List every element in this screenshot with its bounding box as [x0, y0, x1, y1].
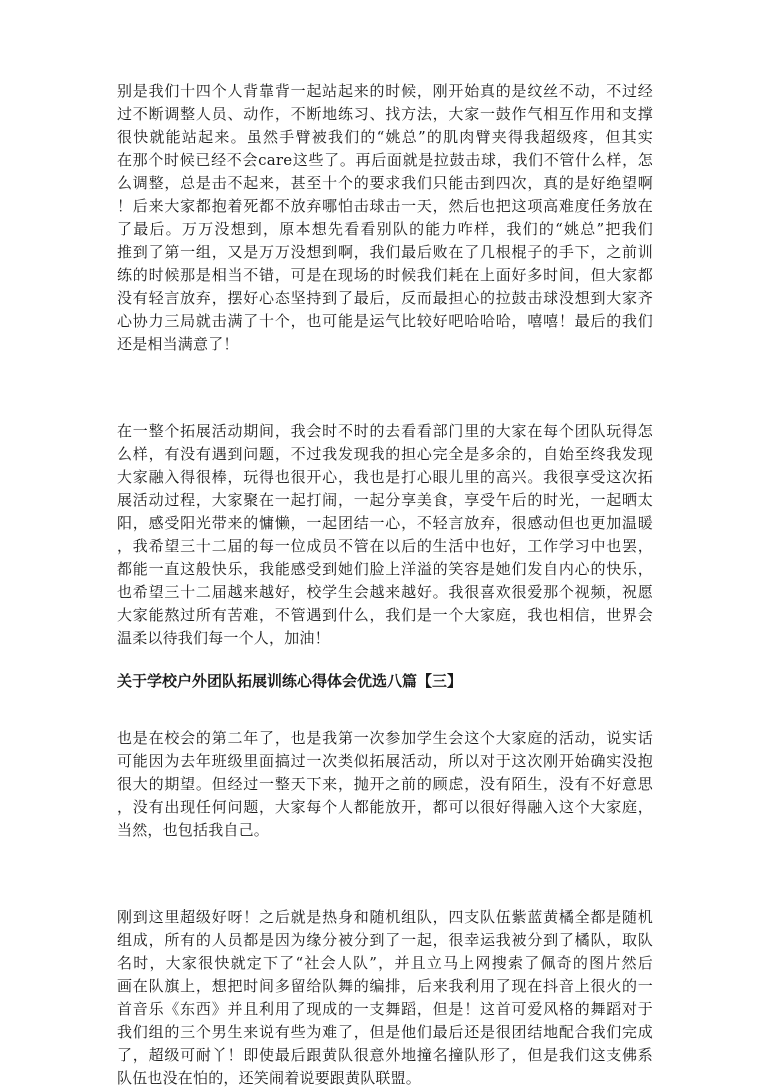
- paragraph-3: [117, 727, 653, 842]
- text-line: 心协力三局就击满了十个，也可能是运气比较好吧哈哈哈，嘻嘻！最后的我们: [117, 312, 653, 330]
- text-line: 过不断调整人员、动作，不断地练习、找方法，大家一鼓作气相互作用和支撑: [117, 105, 653, 123]
- text-line: 别是我们十四个人背靠背一起站起来的时候，刚开始真的是纹丝不动，不过经: [117, 82, 653, 100]
- text-line: 很快就能站起来。虽然手臂被我们的“姚总”的肌肉臂夹得我超级疼，但其实: [117, 128, 653, 146]
- text-line: 也希望三十二届越来越好，校学生会越来越好。我很喜欢很爱那个视频，祝愿: [117, 583, 653, 601]
- text-line: ，没有出现任何问题，大家每个人都能放开，都可以很好得融入这个大家庭，: [117, 798, 653, 816]
- text-line: 画在队旗上，想把时间多留给队舞的编排，后来我利用了现在抖音上很火的一: [117, 977, 653, 995]
- text-line: 也是在校会的第二年了，也是我第一次参加学生会这个大家庭的活动，说实话: [117, 729, 653, 747]
- text-line: 都能一直这般快乐，我能感受到她们脸上洋溢的笑容是她们发自内心的快乐，: [117, 560, 653, 578]
- text-line: ！后来大家都抱着死都不放弃哪怕击球击一天，然后也把这项高难度任务放在: [117, 197, 653, 215]
- text-line: 温柔以待我们每一个人，加油！: [117, 629, 330, 647]
- text-line: 没有轻言放弃，摆好心态坚持到了最后，反而最担心的拉鼓击球没想到大家齐: [117, 289, 653, 307]
- section-heading: 关于学校户外团队拓展训练心得体会优选八篇【三】: [117, 672, 463, 690]
- text-line: 名时，大家很快就定下了“社会人队”，并且立马上网搜索了佩奇的图片然后: [117, 954, 653, 972]
- text-line: ，我希望三十二届的每一位成员不管在以后的生活中也好，工作学习中也罢，: [117, 537, 653, 555]
- paragraph-4: [117, 906, 653, 1090]
- text-line: 在那个时候已经不会care这些了。再后面就是拉鼓击球，我们不管什么样，怎: [117, 151, 653, 169]
- text-line: 刚到这里超级好呀！之后就是热身和随机组队，四支队伍紫蓝黄橘全都是随机: [117, 908, 653, 926]
- text-line: 练的时候那是相当不错，可是在现场的时候我们耗在上面好多时间，但大家都: [117, 266, 653, 284]
- paragraph-1: [117, 80, 653, 356]
- text-line: 很大的期望。但经过一整天下来，抛开之前的顾虑，没有陌生，没有不好意思: [117, 775, 653, 793]
- text-line: 大家融入得很棒，玩得也很开心，我也是打心眼儿里的高兴。我很享受这次拓: [117, 468, 653, 486]
- text-line: 大家能熬过所有苦难，不管遇到什么，我们是一个大家庭，我也相信，世界会: [117, 606, 653, 624]
- text-line: 么调整，总是击不起来，甚至十个的要求我们只能击到四次，真的是好绝望啊: [117, 174, 653, 192]
- text-line: 还是相当满意了！: [117, 335, 239, 353]
- text-line: 当然，也包括我自己。: [117, 821, 270, 839]
- text-line: 我们组的三个男生来说有些为难了，但是他们最后还是很团结地配合我们完成: [117, 1023, 653, 1041]
- paragraph-2: [117, 420, 653, 650]
- text-line: 阳，感受阳光带来的慵懒，一起团结一心，不轻言放弃，很感动但也更加温暖: [117, 514, 653, 532]
- text-line: 么样，有没有遇到问题，不过我发现我的担心完全是多余的，自始至终我发现: [117, 445, 653, 463]
- text-line: 可能因为去年班级里面搞过一次类似拓展活动，所以对于这次刚开始确实没抱: [117, 752, 653, 770]
- text-line: 组成，所有的人员都是因为缘分被分到了一起，很幸运我被分到了橘队，取队: [117, 931, 653, 949]
- text-line: 了最后。万万没想到，原本想先看看别队的能力咋样，我们的“姚总”把我们: [117, 220, 653, 238]
- text-line: 展活动过程，大家聚在一起打闹，一起分享美食，享受午后的时光，一起晒太: [117, 491, 653, 509]
- text-line: 首音乐《东西》并且利用了现成的一支舞蹈，但是！这首可爱风格的舞蹈对于: [117, 1000, 653, 1018]
- text-line: 在一整个拓展活动期间，我会时不时的去看看部门里的大家在每个团队玩得怎: [117, 422, 653, 440]
- document-page: [117, 80, 653, 1090]
- text-line: 推到了第一组，又是万万没想到啊，我们最后败在了几根棍子的手下，之前训: [117, 243, 653, 261]
- text-line: 了，超级可耐丫！即使最后跟黄队很意外地撞名撞队形了，但是我们这支佛系: [117, 1046, 653, 1064]
- text-line: 队伍也没在怕的，还笑闹着说要跟黄队联盟。: [117, 1069, 422, 1087]
